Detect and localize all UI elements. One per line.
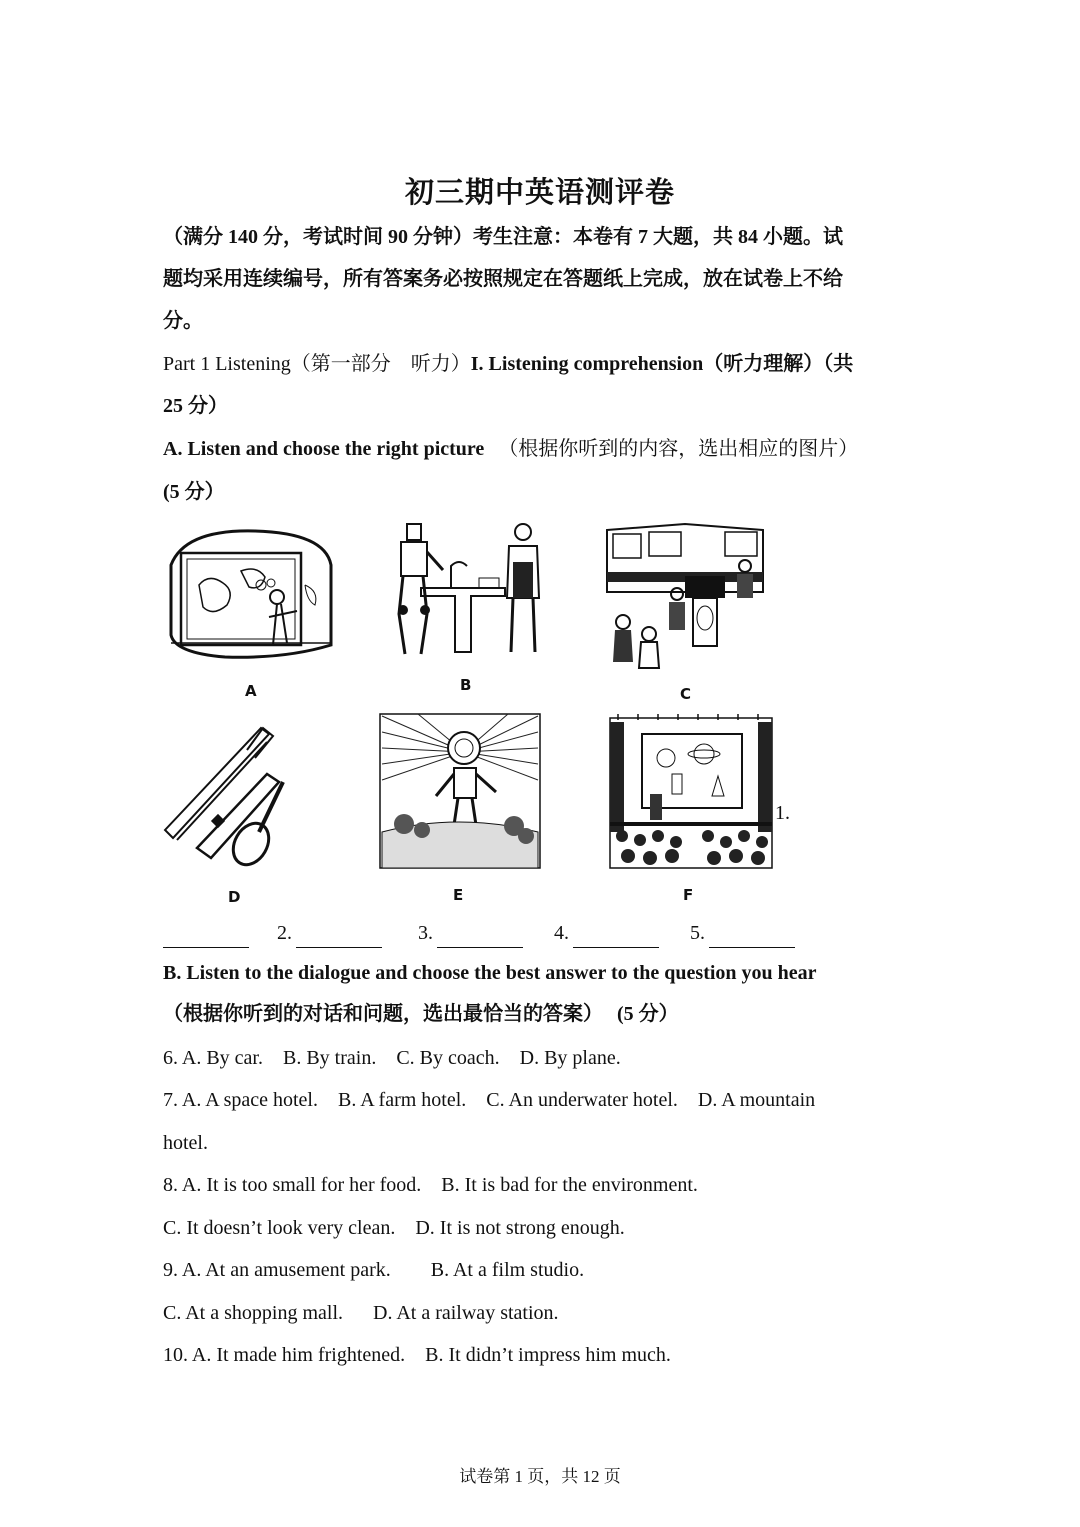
blank-line <box>709 927 795 948</box>
section-a-title: A. Listen and choose the right picture <box>163 438 485 460</box>
question-6: 6. A. By car. B. By train. C. By coach. D. By plane. <box>163 1047 621 1069</box>
question-1-number: 1. <box>775 802 790 824</box>
museum-visitors-picture <box>605 522 765 670</box>
answer-blank-1[interactable] <box>163 918 253 942</box>
question-8: 8. A. It is too small for her food. B. It is bad for the environment. <box>163 1174 698 1196</box>
question-10: 10. A. It made him frightened. B. It didn’t impress him much. <box>163 1344 671 1366</box>
section-a-heading <box>163 434 858 464</box>
picture-d <box>163 722 303 906</box>
blank-number: 5. <box>690 922 705 944</box>
picture-a <box>165 525 335 700</box>
lecture-hall-picture <box>608 712 774 870</box>
part1-heading <box>163 349 853 379</box>
blank-number: 3. <box>418 922 433 944</box>
teacher-at-map-board-picture <box>165 525 335 665</box>
robot-on-stage-picture <box>378 712 542 870</box>
exam-title: 初三期中英语测评卷 <box>404 177 675 209</box>
question-9-continued: C. At a shopping mall. D. At a railway station. <box>163 1302 559 1324</box>
answer-blank-3[interactable] <box>418 918 523 948</box>
blank-line <box>437 927 523 948</box>
blank-number: 4. <box>554 922 569 944</box>
section-a-instruction: （根据你听到的内容，选出相应的图片） <box>498 438 859 460</box>
intro-line-1: （满分 140 分，考试时间 90 分钟）考生注意：本卷有 7 大题，共 84 小题。试 <box>163 226 843 248</box>
robot-and-chef-picture <box>385 518 545 658</box>
question-7: 7. A. A space hotel. B. A farm hotel. C. An underwater hotel. D. A mountain <box>163 1089 816 1111</box>
question-9: 9. A. At an amusement park. B. At a film studio. <box>163 1259 585 1281</box>
picture-c <box>605 522 765 703</box>
part1-prefix: Part 1 Listening（第一部分 听力） <box>163 353 471 375</box>
picture-b-label: B <box>460 676 472 694</box>
section-a-score: (5 分） <box>163 481 225 503</box>
picture-a-label: A <box>245 682 257 700</box>
picture-e <box>378 712 542 904</box>
picture-b <box>385 518 545 694</box>
intro-line-3: 分。 <box>163 310 203 332</box>
picture-c-label: C <box>680 685 692 703</box>
blank-line <box>573 927 659 948</box>
picture-e-label: E <box>453 886 464 904</box>
picture-f-label: F <box>683 886 694 904</box>
section-b-heading: B. Listen to the dialogue and choose the best answer to the question you hear <box>163 962 817 984</box>
answer-blank-2[interactable] <box>277 918 382 948</box>
question-8-continued: C. It doesn’t look very clean. D. It is not strong enough. <box>163 1217 625 1239</box>
part1-bold: I. Listening comprehension（听力理解）（共 <box>470 353 854 375</box>
question-7-continued: hotel. <box>163 1132 208 1154</box>
blank-line <box>163 927 249 948</box>
page-footer: 试卷第 1 页，共 12 页 <box>459 1467 621 1486</box>
answer-blank-5[interactable] <box>690 918 795 948</box>
answer-blank-4[interactable] <box>554 918 659 948</box>
chopsticks-and-spoon-picture <box>163 722 303 872</box>
section-b-instruction <box>163 999 679 1029</box>
intro-line-2: 题均采用连续编号，所有答案务必按照规定在答题纸上完成，放在试卷上不给 <box>163 268 843 290</box>
part1-score: 25 分） <box>163 395 228 417</box>
blank-number: 2. <box>277 922 292 944</box>
blank-line <box>296 927 382 948</box>
section-b-instruction-cn: （根据你听到的对话和问题，选出最恰当的答案） <box>163 1003 603 1025</box>
picture-d-label: D <box>228 888 241 906</box>
picture-f <box>608 712 774 904</box>
section-b-score: (5 分） <box>617 1003 679 1025</box>
